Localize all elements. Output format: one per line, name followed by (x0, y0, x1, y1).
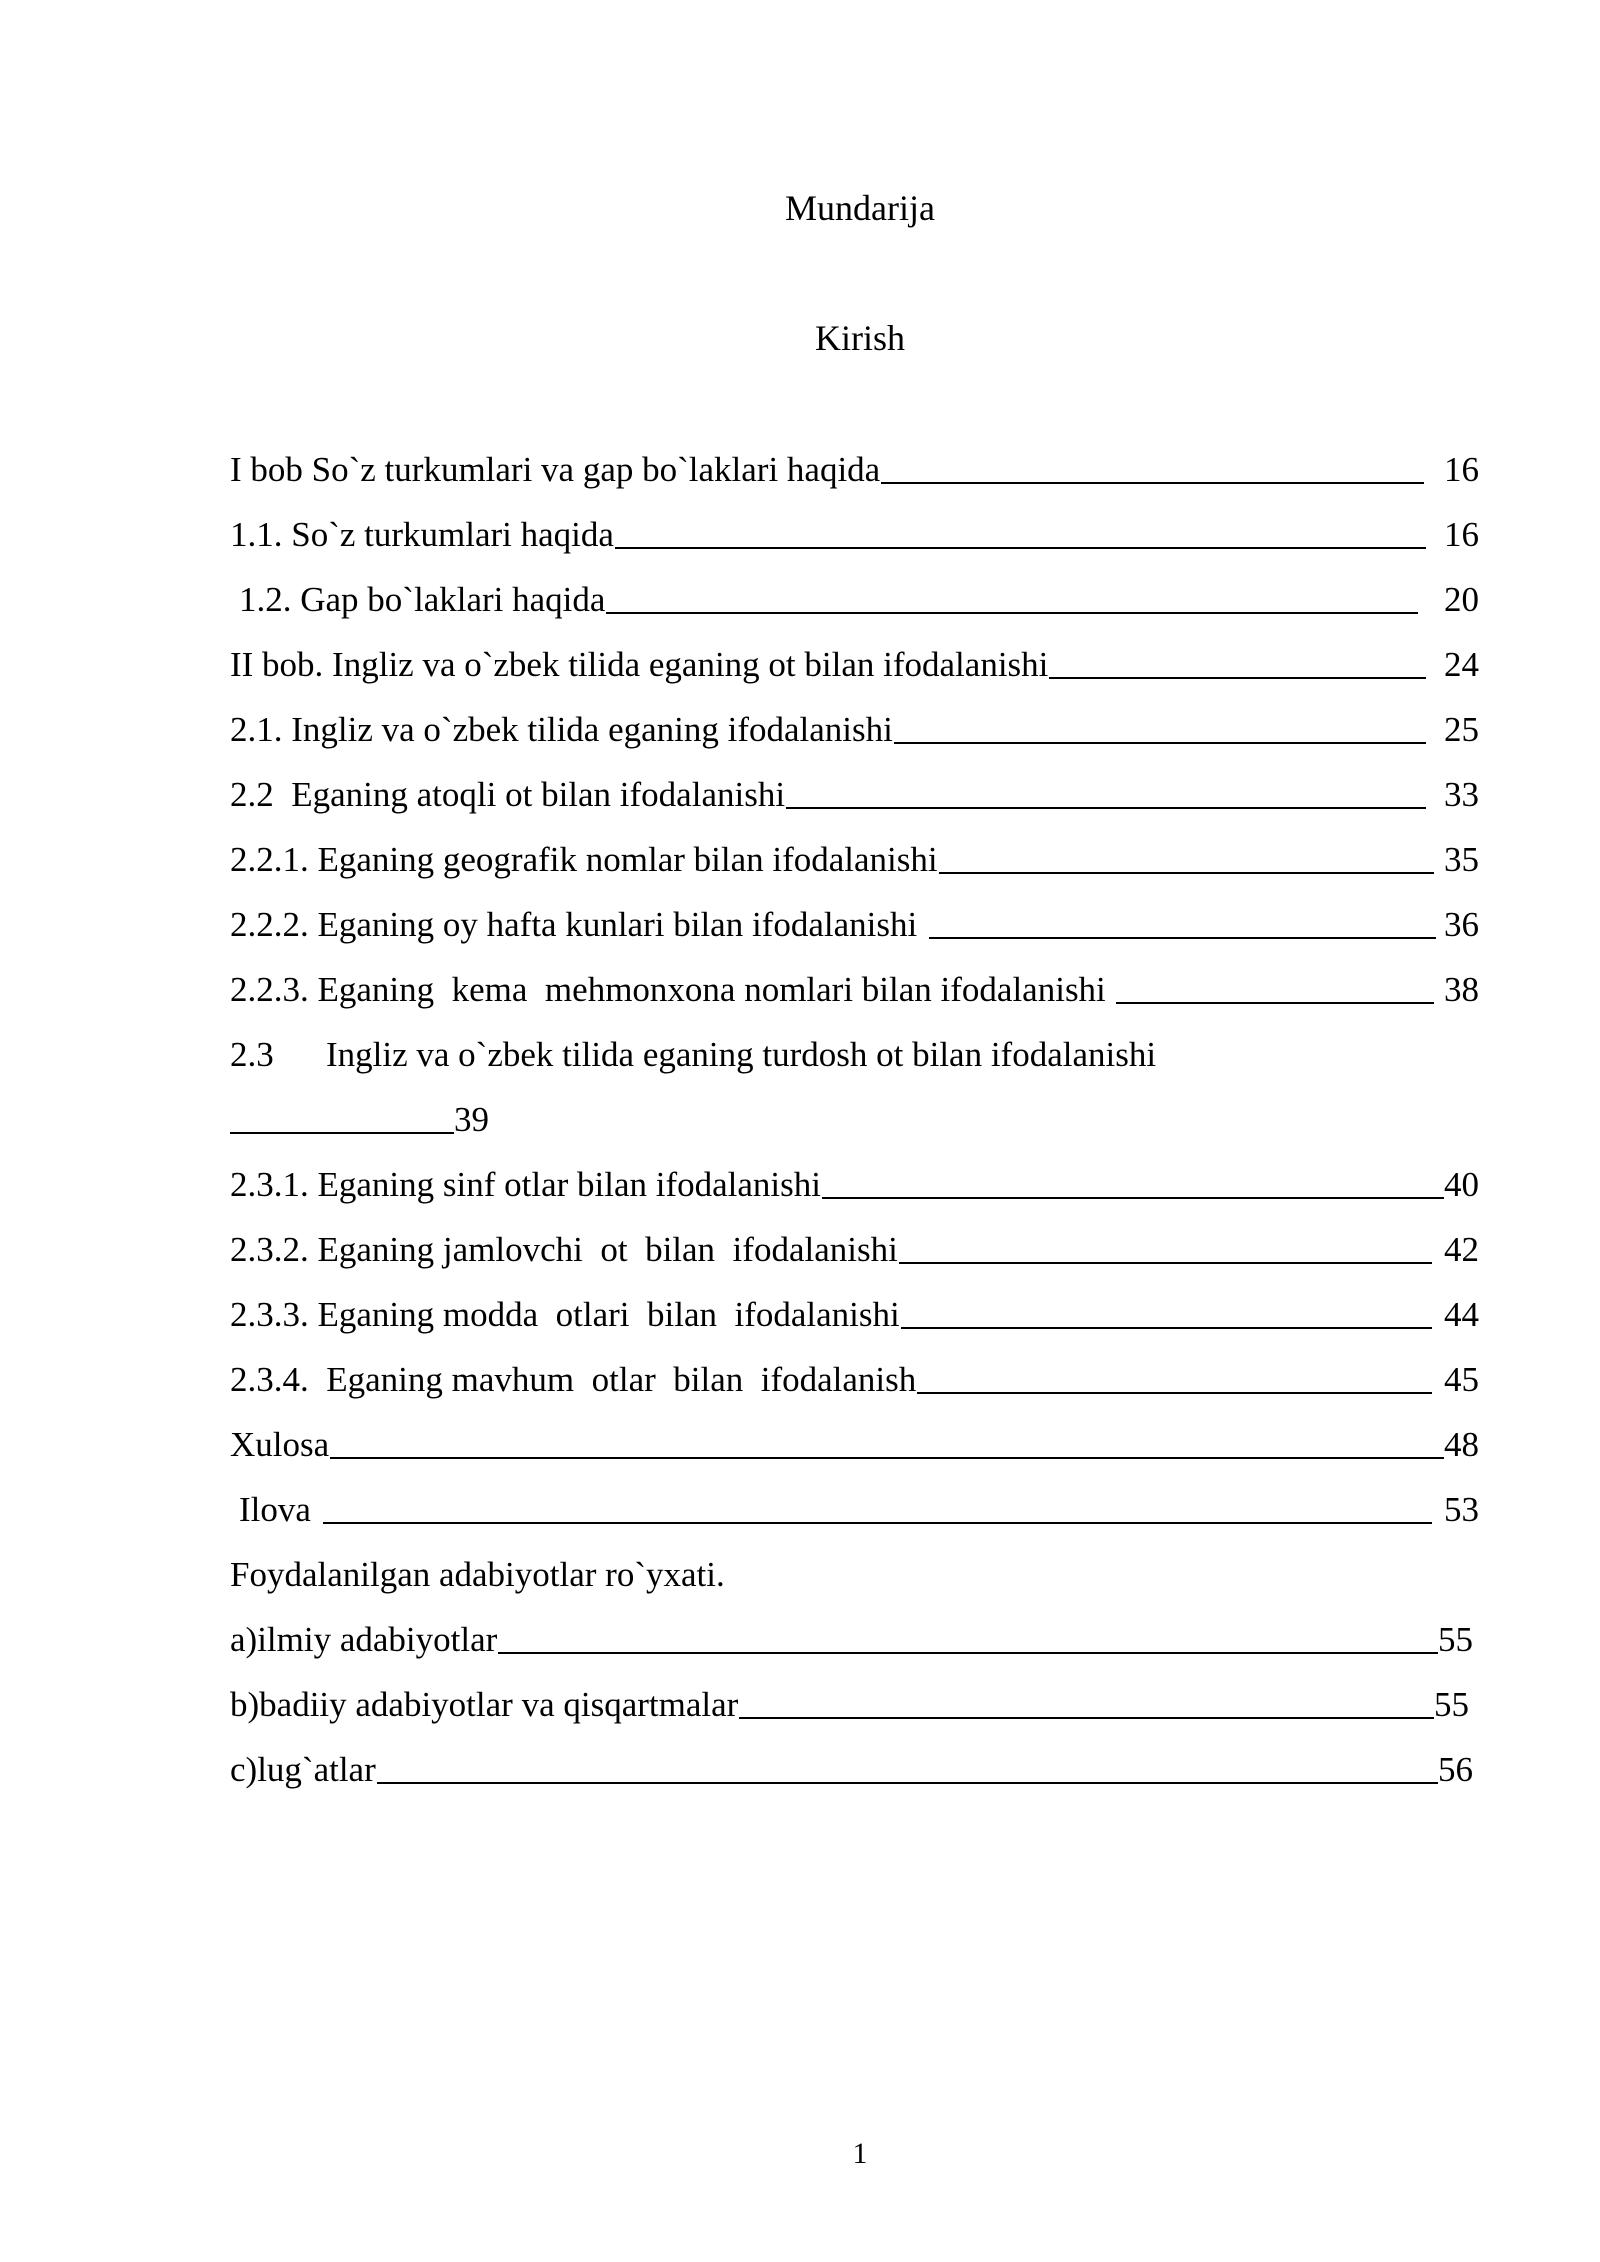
toc-entry-page: 16 (1444, 450, 1479, 489)
toc-entry-title: 2.2.3. Eganing kema mehmonxona nomlari bilan ifodalanishi (230, 970, 1106, 1009)
toc-leader-line (377, 1782, 1438, 1784)
toc-entry-page: 36 (1444, 905, 1479, 944)
toc-leader-line (939, 872, 1434, 874)
toc-entry-page: 38 (1444, 970, 1479, 1009)
toc-leader-line (230, 1132, 454, 1134)
toc-entry-continuation (230, 1098, 1490, 1163)
toc-entry-page: 55 (1438, 1620, 1473, 1659)
page-title: Mundarija (785, 188, 935, 228)
toc-entry (230, 448, 1490, 513)
toc-entry-title: a)ilmiy adabiyotlar (230, 1620, 498, 1659)
toc-leader-line (615, 547, 1426, 549)
toc-leader-line (929, 937, 1436, 939)
toc-entry (230, 708, 1490, 773)
toc-leader-line (739, 1717, 1434, 1719)
toc-entry (230, 1228, 1490, 1293)
toc-leader-line (786, 807, 1426, 809)
toc-entry (230, 1163, 1490, 1228)
toc-entry-page: 40 (1444, 1165, 1479, 1204)
toc-entry (230, 513, 1490, 578)
toc-entry (230, 968, 1490, 1033)
toc-entry-title: b)badiiy adabiyotlar va qisqartmalar (230, 1685, 739, 1724)
toc-entry-page: 20 (1444, 580, 1479, 619)
toc-entry (230, 1748, 1490, 1813)
toc-entry-page: 56 (1438, 1750, 1473, 1789)
toc-entry-title: Foydalanilgan adabiyotlar ro`yxati. (230, 1555, 725, 1594)
toc-leader-line (899, 1262, 1432, 1264)
toc-entry-title: 2.3.1. Eganing sinf otlar bilan ifodalanishi (230, 1165, 822, 1204)
toc-entry-page: 42 (1444, 1230, 1479, 1269)
toc-entry-title: 2.3.2. Eganing jamlovchi ot bilan ifodalanishi (230, 1230, 898, 1269)
toc-entry-page: 16 (1444, 515, 1479, 554)
toc-entry-page: 24 (1444, 645, 1479, 684)
toc-leader-line (822, 1197, 1444, 1199)
toc-leader-line (498, 1652, 1438, 1654)
toc-entry-page: 55 (1434, 1685, 1469, 1724)
toc-entry-page: 48 (1444, 1425, 1479, 1464)
page-number: 1 (852, 2137, 868, 2170)
toc-entry (230, 1488, 1490, 1553)
toc-entry-page: 35 (1444, 840, 1479, 879)
toc-entry-title: 2.2.2. Eganing oy hafta kunlari bilan ifodalanishi (230, 905, 918, 944)
toc-entry-page: 25 (1444, 710, 1479, 749)
intro-heading: Kirish (815, 318, 905, 358)
toc-entry (230, 1553, 1490, 1618)
toc-entry-page: 44 (1444, 1295, 1479, 1334)
toc-entry (230, 1618, 1490, 1683)
toc-entry-title: c)lug`atlar (230, 1750, 376, 1789)
toc-entry (230, 1033, 1490, 1098)
toc-entry (230, 1293, 1490, 1358)
toc-leader-line (330, 1457, 1444, 1459)
table-of-contents (230, 448, 1490, 1813)
toc-entry-title: 2.3.3. Eganing modda otlari bilan ifodalanishi (230, 1295, 900, 1334)
toc-entry-title: II bob. Ingliz va o`zbek tilida eganing ot bilan ifodalanishi (230, 645, 1049, 684)
toc-entry-page: 53 (1444, 1490, 1479, 1529)
toc-leader-line (894, 742, 1426, 744)
toc-entry (230, 643, 1490, 708)
toc-entry-title: 1.2. Gap bo`laklari haqida (239, 580, 606, 619)
toc-leader-line (881, 482, 1424, 484)
toc-entry-title: Ilova (239, 1490, 311, 1529)
toc-entry-title: 2.2.1. Eganing geografik nomlar bilan ifodalanishi (230, 840, 938, 879)
toc-entry-number: 2.3 (230, 1035, 274, 1074)
toc-entry (230, 773, 1490, 838)
toc-entry-title: Ingliz va o`zbek tilida eganing turdosh ot bilan ifodalanishi (326, 1035, 1157, 1074)
toc-entry (230, 1423, 1490, 1488)
toc-leader-line (901, 1327, 1432, 1329)
toc-leader-line (917, 1392, 1432, 1394)
toc-leader-line (1049, 677, 1426, 679)
toc-leader-line (606, 612, 1418, 614)
toc-entry (230, 1683, 1490, 1748)
toc-entry (230, 1358, 1490, 1423)
toc-entry (230, 838, 1490, 903)
toc-entry-page: 39 (454, 1100, 489, 1139)
toc-entry-title: 1.1. So`z turkumlari haqida (230, 515, 614, 554)
toc-entry-page: 45 (1444, 1360, 1479, 1399)
toc-entry (230, 903, 1490, 968)
toc-entry (230, 578, 1490, 643)
toc-entry-title: 2.1. Ingliz va o`zbek tilida eganing ifodalanishi (230, 710, 893, 749)
toc-entry-title: I bob So`z turkumlari va gap bo`laklari haqida (230, 450, 881, 489)
toc-entry-title: 2.2 Eganing atoqli ot bilan ifodalanishi (230, 775, 786, 814)
toc-entry-page: 33 (1444, 775, 1479, 814)
toc-entry-title: Xulosa (230, 1425, 330, 1464)
toc-leader-line (323, 1522, 1432, 1524)
toc-leader-line (1116, 1002, 1434, 1004)
toc-entry-title: 2.3.4. Eganing mavhum otlar bilan ifodalanish (230, 1360, 917, 1399)
